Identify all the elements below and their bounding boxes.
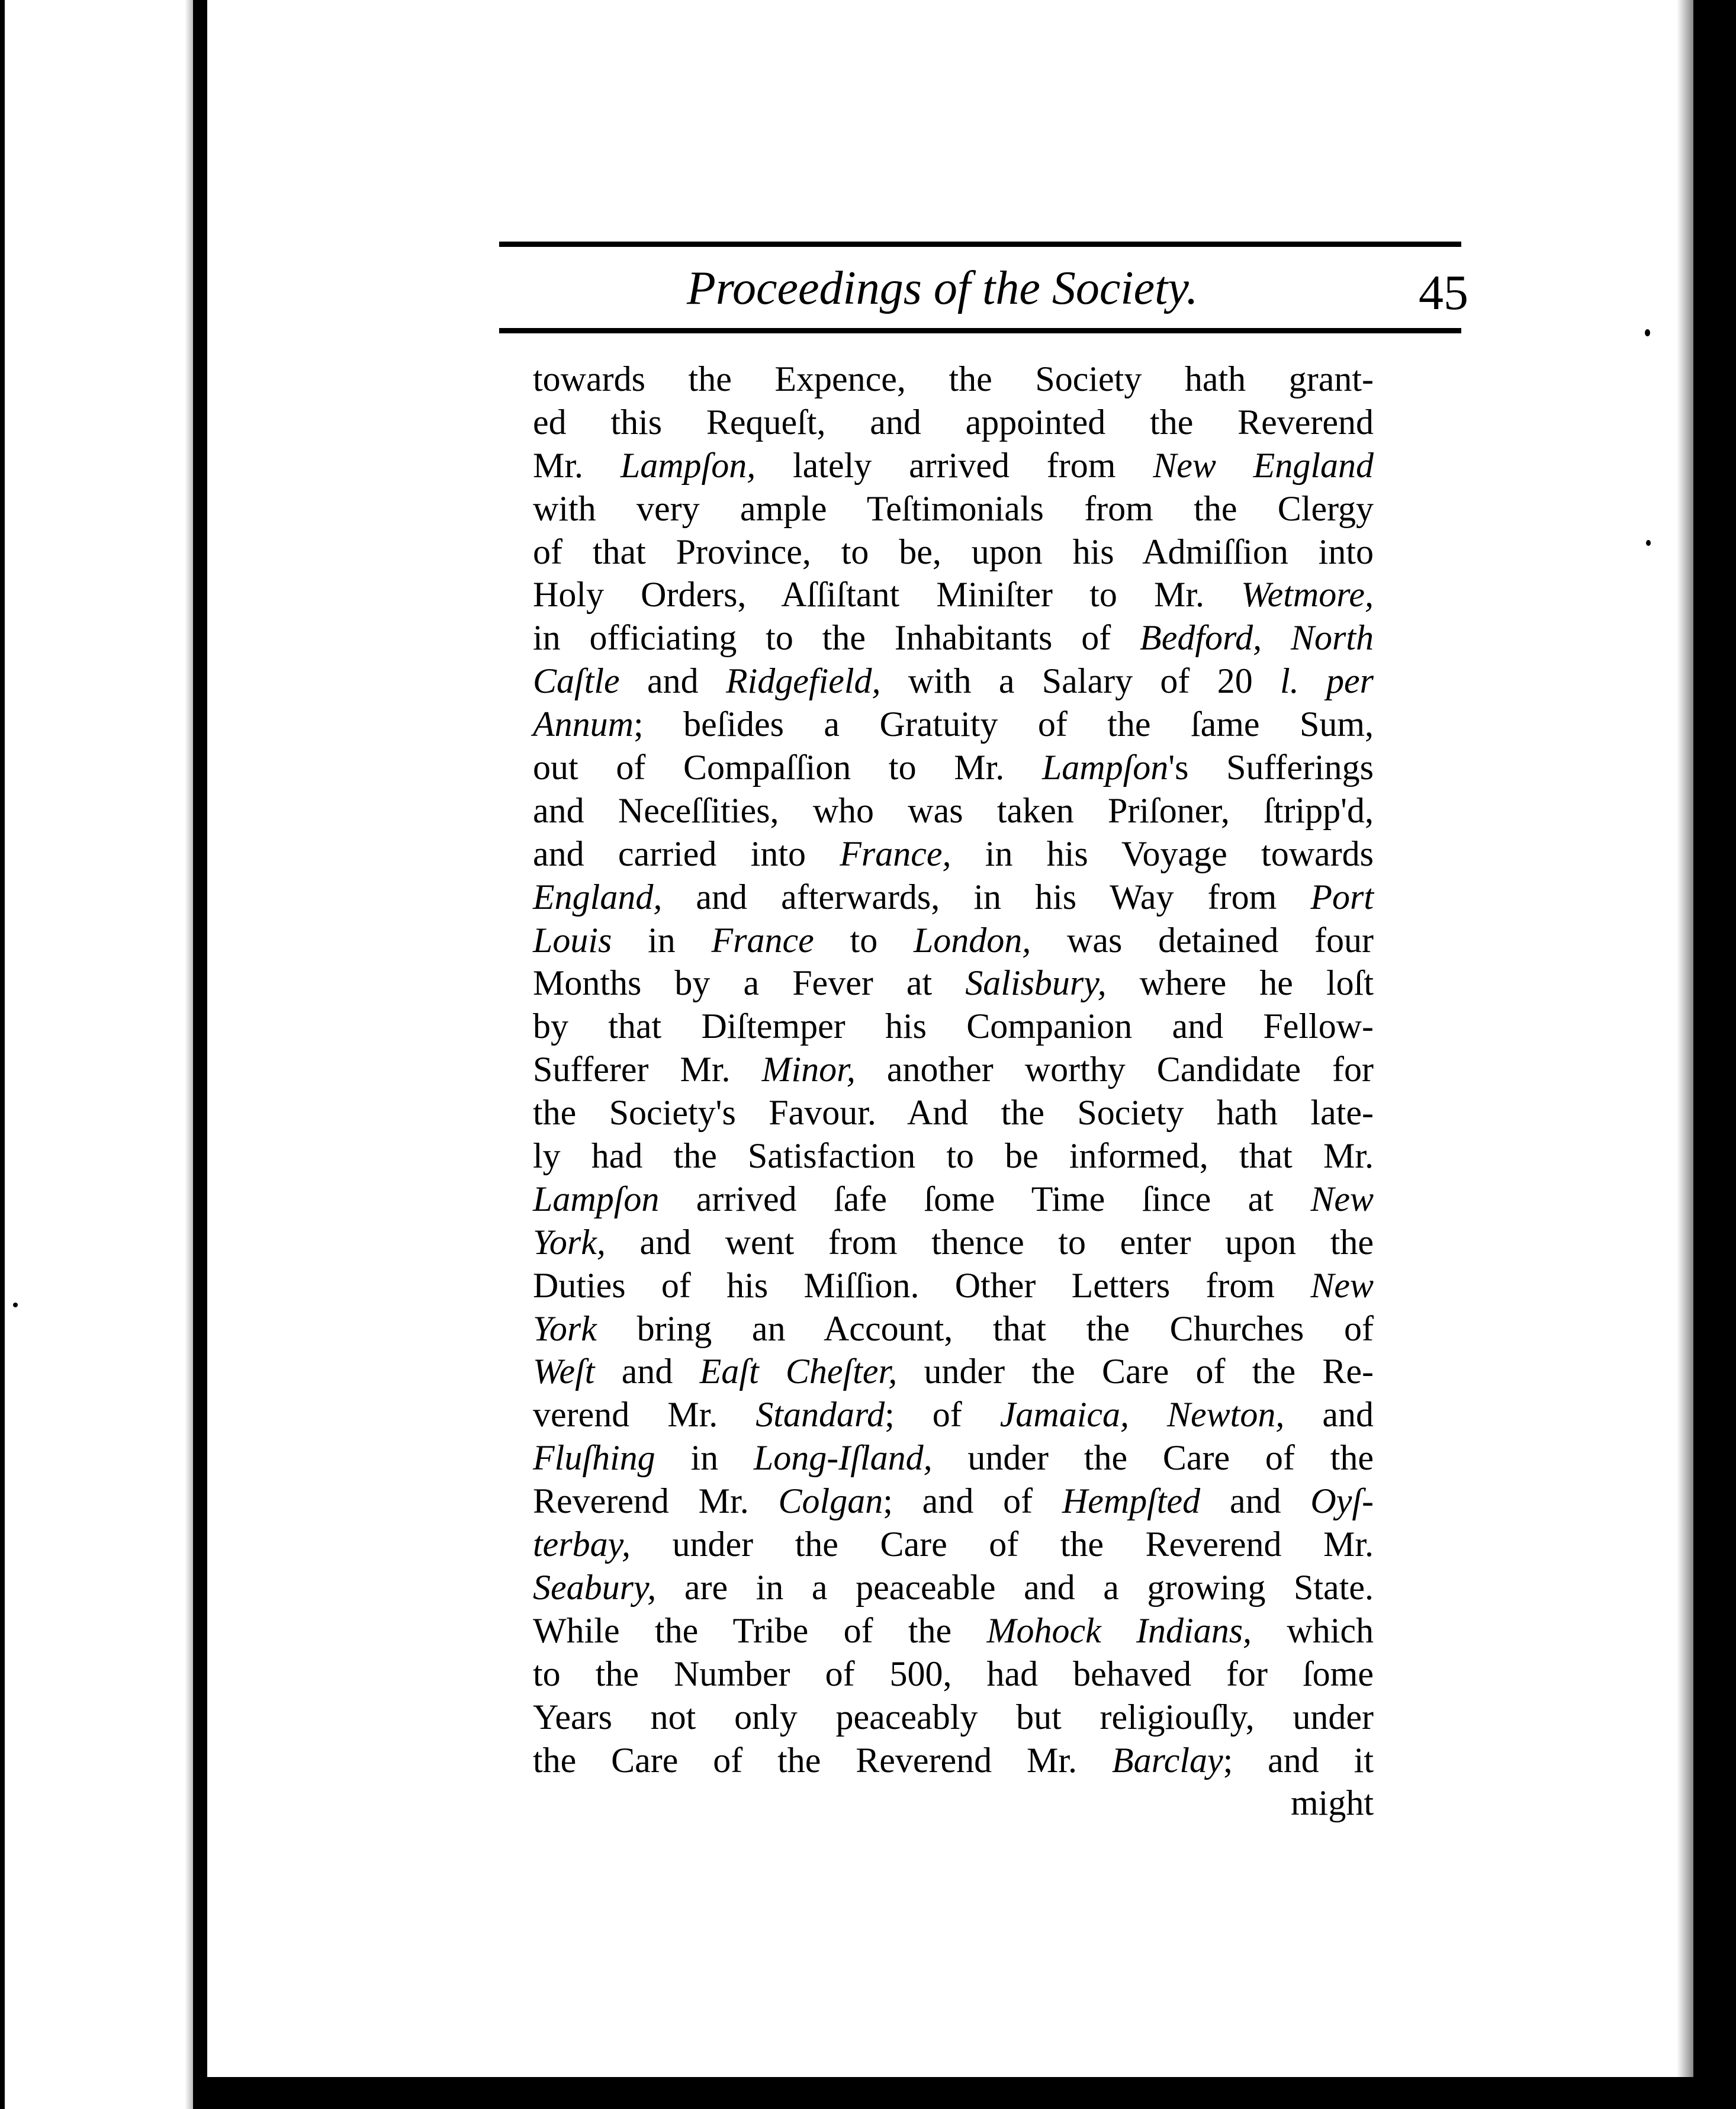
text-line: Annum; beſides a Gratuity of the ſame Sum, [533,705,1374,744]
italic-span: terbay, [533,1525,631,1564]
italic-span: Barclay [1111,1740,1223,1780]
page-edge-shadow [1677,0,1693,2077]
italic-span: France, [840,834,951,873]
text-line: Mr. Lampſon, lately arrived from New England [533,445,1374,485]
text-line: and Neceſſities, who was taken Priſoner, ſtripp'd, [533,790,1374,830]
text-line: by that Diſtemper his Companion and Fellow- [533,1007,1374,1046]
text-line: Caſtle and Ridgefield, with a Salary of 20 l. per [533,661,1374,701]
italic-span: Mohock Indians, [986,1610,1252,1650]
italic-span: Wetmore, [1241,575,1374,615]
text-line: York bring an Account, that the Churches of [533,1309,1374,1348]
text-line: out of Compaſſion to Mr. Lampſon's Sufferings [533,748,1374,787]
header-rule-bottom [499,328,1461,333]
text-line: Holy Orders, Aſſiſtant Miniſter to Mr. Wetmore, [533,575,1374,615]
italic-span: Colgan [778,1481,883,1521]
italic-span: Lampſon [1041,748,1169,787]
italic-span: Minor, [761,1050,856,1089]
text-line: Duties of his Miſſion. Other Letters from New [533,1265,1374,1305]
scan-speck [13,1303,18,1307]
text-line: terbay, under the Care of the Reverend Mr. [533,1525,1374,1564]
page-number: 45 [1419,265,1468,320]
italic-span: Standard [756,1395,885,1435]
scan-speck [1646,540,1651,546]
text-line: Weſt and Eaſt Cheſter, under the Care of the Re- [533,1352,1374,1391]
italic-span: New England [1153,445,1374,485]
text-line: might [1290,1783,1374,1823]
italic-span: Bedford, North [1140,618,1374,658]
italic-span: France [711,920,814,960]
italic-span: Weſt [533,1352,595,1391]
facing-page-edge [5,0,193,2109]
scan-speck [1645,329,1650,336]
italic-span: Eaſt Cheſter, [699,1352,898,1391]
italic-span: Hempſted [1062,1481,1201,1521]
text-line: York, and went from thence to enter upon the [533,1222,1374,1262]
text-line: the Care of the Reverend Mr. Barclay; and it [533,1740,1374,1780]
running-title: Proceedings of the Society. [687,262,1198,314]
body-text [533,358,1374,1825]
italic-span: New [1310,1179,1374,1219]
text-line: and carried into France, in his Voyage towards [533,834,1374,873]
text-line: to the Number of 500, had behaved for ſome [533,1654,1374,1693]
binding-gutter [193,0,207,2109]
text-line: towards the Expence, the Society hath grant- [533,359,1374,398]
text-line: Fluſhing in Long-Iſland, under the Care of the [533,1438,1374,1478]
text-line: the Society's Favour. And the Society hath late- [533,1093,1374,1133]
italic-span: England, [533,877,663,917]
text-line: Louis in France to London, was detained four [533,920,1374,960]
italic-span: Louis [533,920,612,960]
text-line: with very ample Teſtimonials from the Clergy [533,488,1374,528]
italic-span: New [1310,1265,1374,1305]
italic-span: Port [1310,877,1374,917]
italic-span: Seabury, [533,1567,657,1607]
italic-span: Lampſon [533,1179,660,1219]
italic-span: Jamaica, Newton, [999,1395,1285,1435]
italic-span: London, [913,920,1031,960]
italic-span: Ridgefield, [725,661,881,701]
italic-span: York, [533,1222,606,1262]
italic-span: Fluſhing [533,1438,655,1478]
text-line: England, and afterwards, in his Way from Port [533,877,1374,917]
text-line: ly had the Satisfaction to be informed, that Mr. [533,1136,1374,1176]
italic-span: Long-Iſland, [753,1438,933,1478]
text-line: Months by a Fever at Salisbury, where he loſt [533,963,1374,1003]
text-line: verend Mr. Standard; of Jamaica, Newton, and [533,1395,1374,1435]
text-line: of that Province, to be, upon his Admiſſion into [533,532,1374,571]
italic-span: Annum [533,705,634,744]
italic-span: Oyſ- [1310,1481,1374,1521]
text-line: Reverend Mr. Colgan; and of Hempſted and Oyſ- [533,1481,1374,1521]
facing-page-shadow [185,0,193,2109]
italic-span: Salisbury, [965,963,1107,1003]
text-line: in officiating to the Inhabitants of Bedford, North [533,618,1374,658]
text-line: While the Tribe of the Mohock Indians, which [533,1610,1374,1650]
header-rule-top [499,242,1461,247]
text-line: Sufferer Mr. Minor, another worthy Candidate for [533,1050,1374,1089]
italic-span: l. per [1280,661,1374,701]
text-line: Lampſon arrived ſafe ſome Time ſince at New [533,1179,1374,1219]
italic-span: Caſtle [533,661,620,701]
text-line: Years not only peaceably but religiouſly, under [533,1697,1374,1737]
text-line: ed this Requeſt, and appointed the Reverend [533,402,1374,442]
italic-span: York [533,1309,597,1348]
text-line: Seabury, are in a peaceable and a growing State. [533,1567,1374,1607]
italic-span: Lampſon, [620,445,756,485]
